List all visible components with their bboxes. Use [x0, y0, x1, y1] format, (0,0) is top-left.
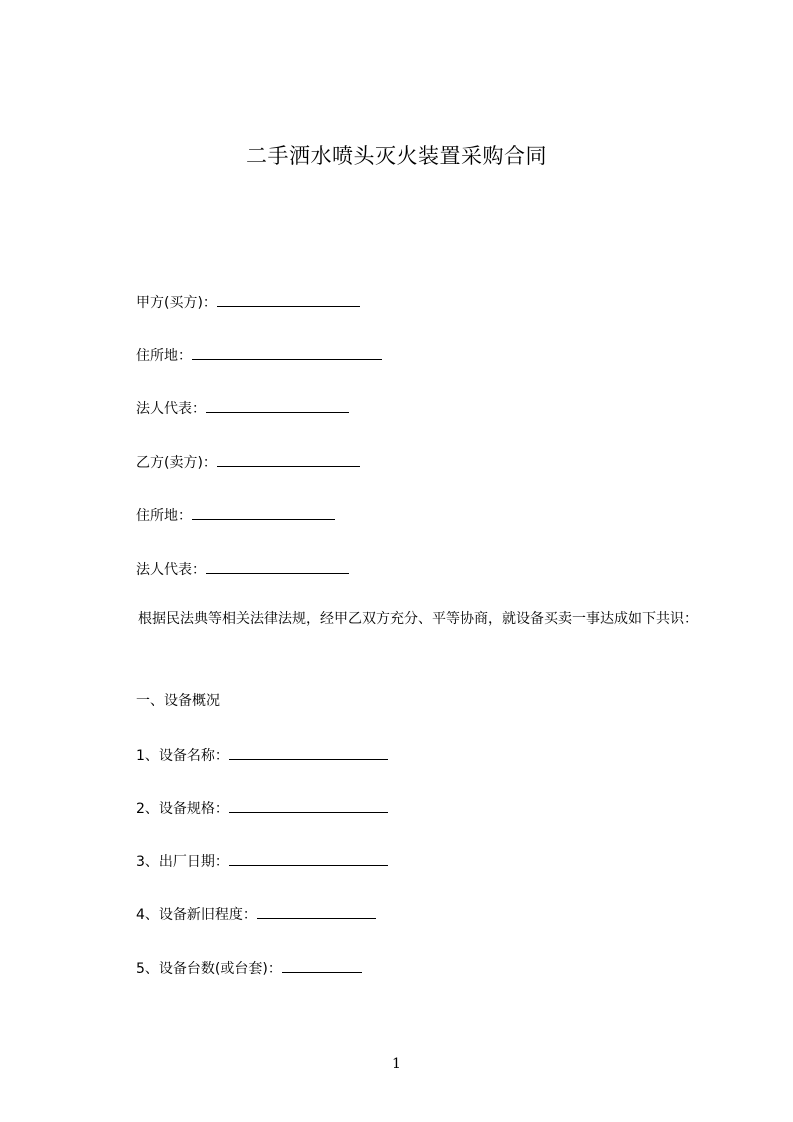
- page-number: 1: [392, 1056, 401, 1072]
- party-b-label: 乙方(卖方)：: [136, 455, 217, 471]
- party-a-blank[interactable]: [217, 292, 360, 307]
- manufacture-date-blank[interactable]: [229, 851, 388, 866]
- section-1-heading: 一、设备概况: [136, 693, 220, 709]
- equipment-spec-blank[interactable]: [229, 798, 388, 813]
- party-b-address-blank[interactable]: [192, 505, 335, 520]
- party-a-legal-rep-line: [136, 398, 349, 419]
- party-b-legal-rep-line: [136, 559, 349, 580]
- equipment-name-label: 1、设备名称：: [136, 748, 229, 764]
- party-a-line: [136, 292, 360, 313]
- party-a-legal-rep-blank[interactable]: [206, 398, 349, 413]
- equipment-quantity-line: [136, 958, 362, 979]
- party-b-legal-rep-label: 法人代表：: [136, 562, 206, 578]
- equipment-quantity-blank[interactable]: [282, 958, 362, 973]
- party-a-address-line: [136, 345, 382, 366]
- equipment-condition-blank[interactable]: [257, 904, 376, 919]
- equipment-name-blank[interactable]: [229, 745, 388, 760]
- party-a-label: 甲方(买方)：: [136, 295, 217, 311]
- equipment-condition-label: 4、设备新旧程度：: [136, 907, 257, 923]
- equipment-quantity-label: 5、设备台数(或台套)：: [136, 961, 282, 977]
- party-a-legal-rep-label: 法人代表：: [136, 401, 206, 417]
- party-b-line: [136, 452, 360, 473]
- party-b-address-label: 住所地：: [136, 508, 192, 524]
- equipment-spec-line: [136, 798, 388, 819]
- party-a-address-blank[interactable]: [192, 345, 382, 360]
- equipment-name-line: [136, 745, 388, 766]
- intro-paragraph: [104, 606, 704, 633]
- equipment-condition-line: [136, 904, 376, 925]
- manufacture-date-label: 3、出厂日期：: [136, 854, 229, 870]
- party-b-blank[interactable]: [217, 452, 360, 467]
- manufacture-date-line: [136, 851, 388, 872]
- party-a-address-label: 住所地：: [136, 348, 192, 364]
- party-b-address-line: [136, 505, 335, 526]
- intro-text: 根据民法典等相关法律法规，经甲乙双方充分、平等协商，就设备买卖一事达成如下共识：: [138, 611, 698, 627]
- equipment-spec-label: 2、设备规格：: [136, 801, 229, 817]
- document-title: 二手洒水喷头灭火装置采购合同: [246, 144, 547, 168]
- party-b-legal-rep-blank[interactable]: [206, 559, 349, 574]
